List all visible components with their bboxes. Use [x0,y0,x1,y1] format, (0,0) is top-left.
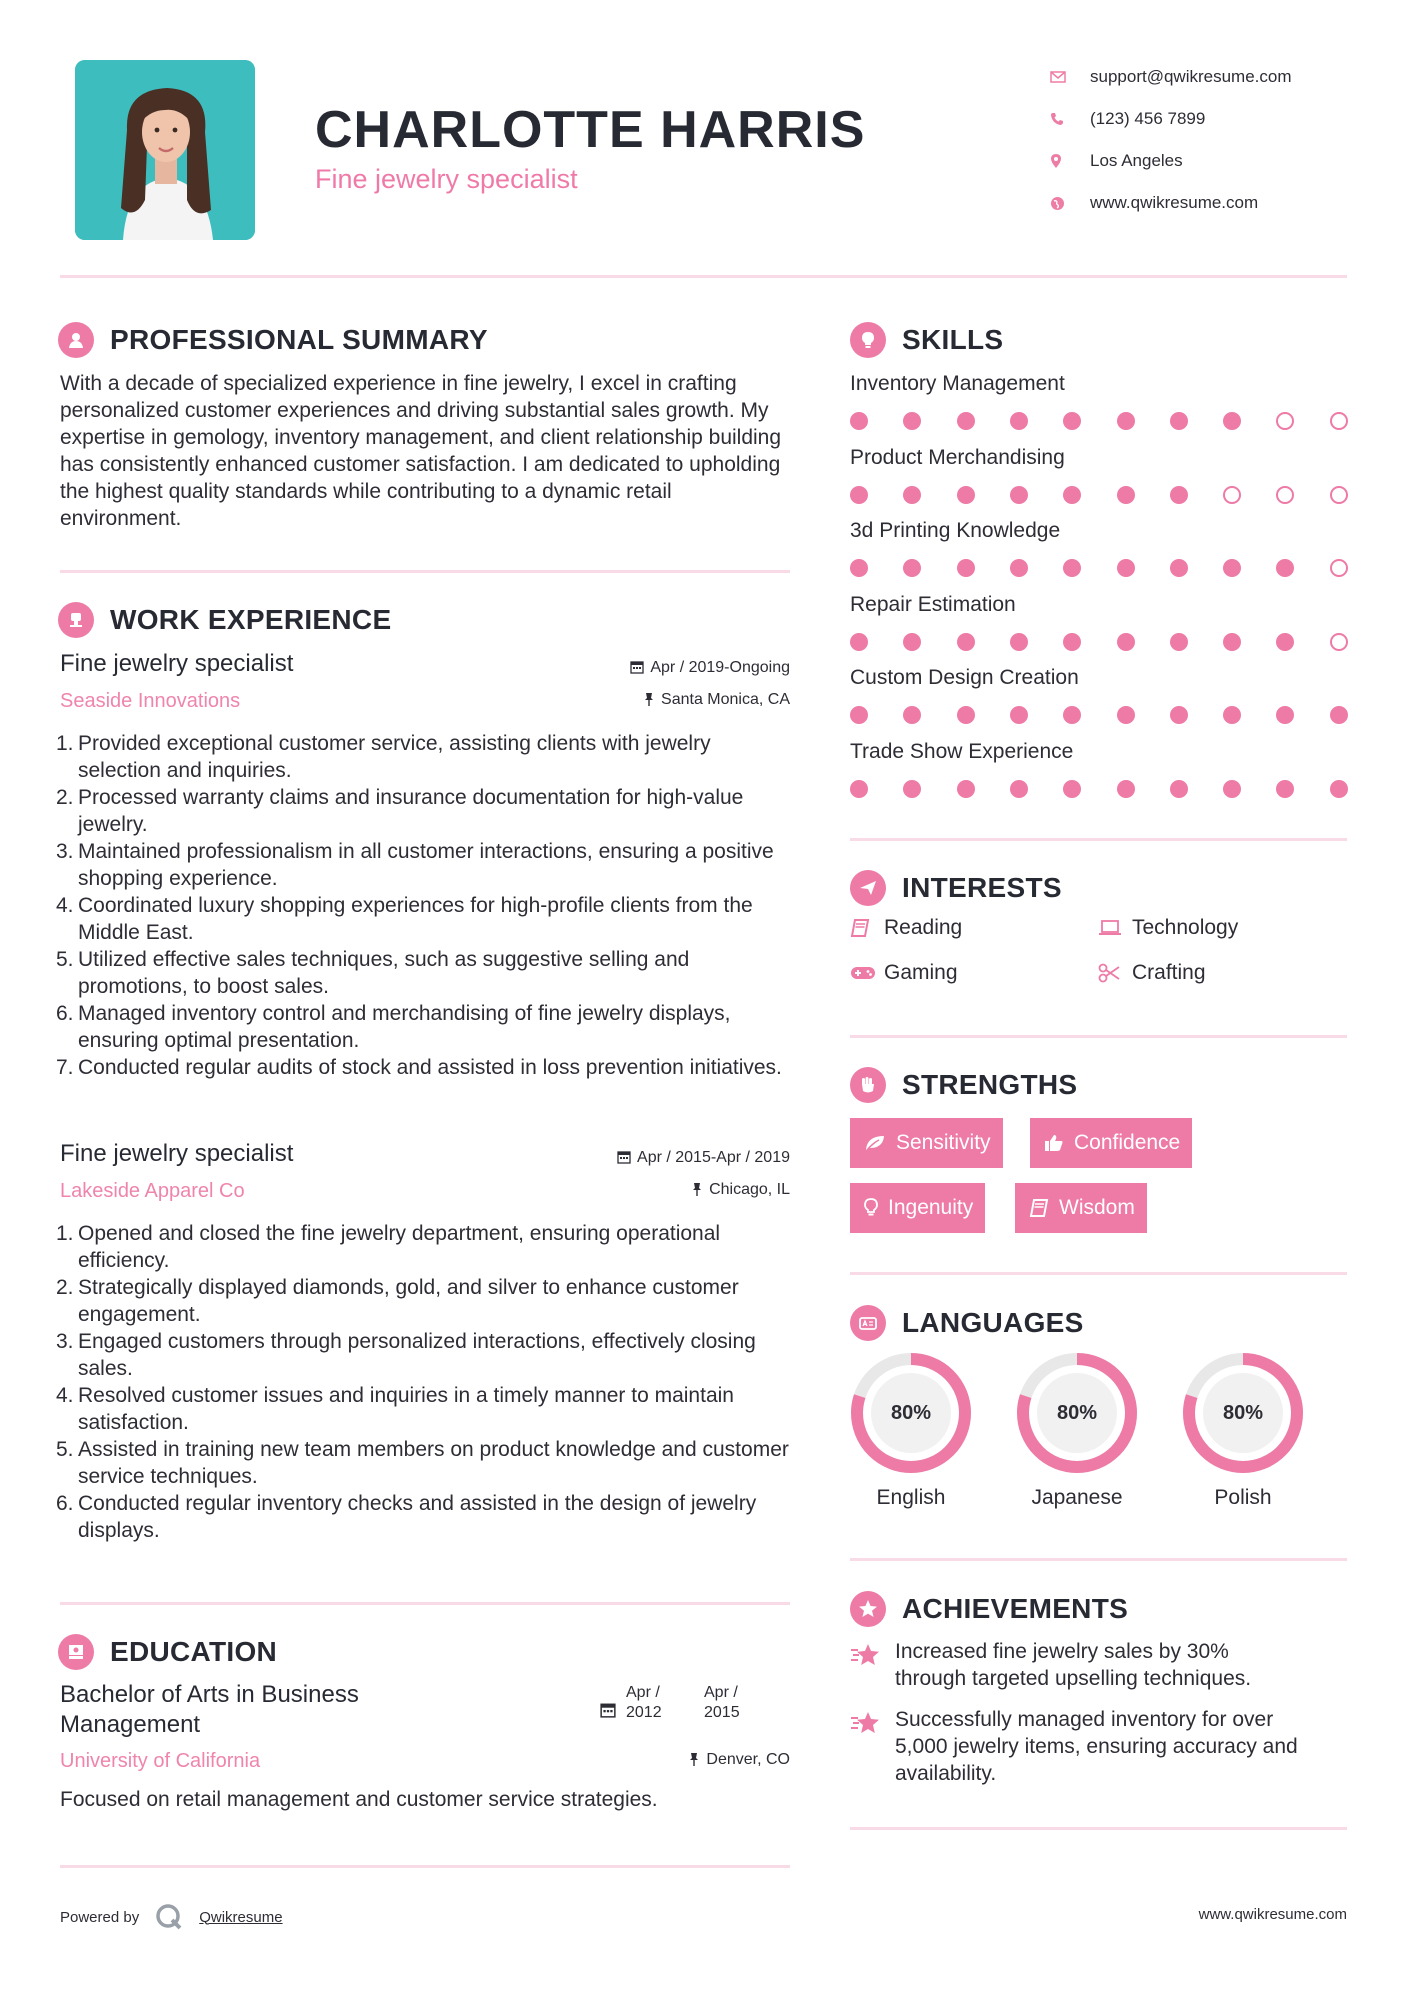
star-icon [850,1710,882,1743]
fist-icon [850,1067,886,1103]
language-name: Japanese [1031,1486,1123,1509]
rating-dot-filled [1010,780,1028,798]
skill-name: Custom Design Creation [850,666,1079,689]
contact-location [1050,140,1380,182]
rating-dot-filled [1010,633,1028,651]
languages-title: LANGUAGES [902,1307,1084,1338]
rating-dot-filled [1223,412,1241,430]
strength-tag: Wisdom [1015,1183,1147,1233]
rating-dot-filled [850,706,868,724]
school-name: University of California [60,1750,261,1772]
rating-dot-filled [1170,412,1188,430]
rating-dot-empty [1330,412,1348,430]
skill-rating [850,706,1343,726]
interests-heading [850,868,1062,908]
rating-dot-filled [850,633,868,651]
rating-dot-filled [1010,559,1028,577]
pushpin-icon [691,1182,703,1199]
rating-dot-filled [1117,633,1135,651]
rating-dot-filled [1117,780,1135,798]
list-item: 6. Managed inventory control and merchandising of fine jewelry displays, ensuring optimal presentation. [56,1002,731,1052]
degree-line: Bachelor of Arts in Business [60,1681,359,1708]
interests-divider [850,1035,1347,1038]
profile-photo [75,60,255,240]
rating-dot-filled [1330,706,1348,724]
user-icon [58,322,94,358]
star-badge-icon [850,1591,886,1627]
achievements-heading [850,1589,1128,1629]
rating-dot-filled [850,412,868,430]
candidate-name: CHARLOTTE HARRIS [315,101,866,159]
list-item: 3. Engaged customers through personalized interactions, effectively closing sales. [56,1330,756,1380]
contact-phone[interactable] [1050,98,1380,140]
achievements-divider [850,1827,1347,1830]
skill-rating [850,780,1343,800]
list-item: 5. Utilized effective sales techniques, such as suggestive selling and promotions, to boost sales. [56,948,690,998]
graduation-icon [58,1634,94,1670]
language-card-icon [850,1305,886,1341]
job-dates [560,659,790,677]
rating-dot-filled [1276,559,1294,577]
rating-dot-filled [957,780,975,798]
experience-title: WORK EXPERIENCE [110,604,392,635]
education-title: EDUCATION [110,1636,278,1667]
paper-plane-icon [850,870,886,906]
experience-divider [60,1602,790,1605]
briefcase-icon [58,602,94,638]
job-location [560,1181,790,1199]
skills-title: SKILLS [902,324,1004,355]
language-percent: 80% [1056,1401,1098,1424]
language-percent: 80% [1222,1401,1264,1424]
language-item [850,1352,972,1510]
rating-dot-filled [1063,486,1081,504]
job-duties [56,730,795,1081]
rating-dot-filled [903,486,921,504]
contact-website[interactable] [1050,182,1380,224]
rating-dot-filled [1223,780,1241,798]
map-pin-icon [1050,153,1090,169]
skills-divider [850,838,1347,841]
rating-dot-filled [1117,706,1135,724]
rating-dot-filled [957,633,975,651]
list-item: 1. Opened and closed the fine jewelry department, ensuring operational efficiency. [56,1222,721,1272]
list-item: 7. Conducted regular audits of stock and assisted in loss prevention initiatives. [56,1056,782,1079]
calendar-icon [617,1150,631,1167]
degree-name [60,1680,359,1740]
job-dates [540,1149,790,1167]
language-name: English [876,1486,946,1509]
education-location-text: Denver, CO [706,1751,790,1768]
list-item: 5. Assisted in training new team members on product knowledge and customer service techniques. [56,1438,789,1488]
achievements-title: ACHIEVEMENTS [902,1593,1129,1624]
job-title: Fine jewelry specialist [60,650,294,677]
rating-dot-filled [1063,633,1081,651]
rating-dot-filled [903,633,921,651]
phone-text: (123) 456 7899 [1090,109,1206,128]
job-location [560,691,790,709]
rating-dot-filled [957,486,975,504]
skill-rating [850,486,1343,506]
rating-dot-filled [1276,780,1294,798]
leaf-icon [864,1134,886,1152]
footer-website-link[interactable]: www.qwikresume.com [1198,1906,1347,1923]
company-name: Seaside Innovations [60,690,241,712]
rating-dot-empty [1276,412,1294,430]
strength-tag: Sensitivity [850,1118,1003,1168]
skill-rating [850,633,1343,653]
strengths-title: STRENGTHS [902,1069,1078,1100]
strength-tag: Ingenuity [850,1183,985,1233]
languages-heading [850,1303,1084,1343]
website-text: www.qwikresume.com [1090,193,1259,212]
education-location [560,1751,790,1769]
email-text: support@qwikresume.com [1090,67,1292,86]
summary-heading [58,320,488,360]
rating-dot-filled [1170,706,1188,724]
candidate-title: Fine jewelry specialist [315,164,578,194]
rating-dot-filled [1330,780,1348,798]
calendar-icon [600,1702,616,1723]
rating-dot-filled [1117,486,1135,504]
scissors-icon [1098,963,1132,983]
phone-icon [1050,112,1090,126]
rating-dot-filled [1063,412,1081,430]
interests-title: INTERESTS [902,872,1062,903]
qwikresume-logo-icon [155,1903,183,1931]
lightbulb-icon [850,322,886,358]
gamepad-icon [850,965,884,981]
skill-name: Trade Show Experience [850,739,1074,763]
rating-dot-filled [1010,412,1028,430]
skill-name: Repair Estimation [850,592,1016,616]
languages-divider [850,1558,1347,1561]
rating-dot-filled [1276,633,1294,651]
list-item: 2. Processed warranty claims and insurance documentation for high-value jewelry. [56,786,744,836]
language-item [1016,1352,1138,1510]
summary-title: PROFESSIONAL SUMMARY [110,324,488,355]
experience-heading [58,600,391,640]
rating-dot-filled [957,559,975,577]
rating-dot-filled [1117,559,1135,577]
education-divider [60,1865,790,1868]
rating-dot-filled [903,412,921,430]
skills-heading [850,320,1003,360]
strengths-divider [850,1272,1347,1275]
language-name: Polish [1214,1486,1272,1509]
job-duties [56,1220,795,1544]
globe-icon [1050,196,1090,211]
skill-rating [850,559,1343,579]
book-icon [1029,1199,1049,1217]
header-divider [60,275,1347,278]
location-text: Los Angeles [1090,151,1183,170]
avatar-illustration [75,60,255,240]
rating-dot-filled [1010,486,1028,504]
footer-branding [60,1903,283,1931]
rating-dot-filled [1170,559,1188,577]
rating-dot-filled [903,559,921,577]
thumbs-up-icon [1044,1134,1064,1152]
interest-item: Reading [850,916,962,940]
strengths-heading [850,1065,1077,1105]
list-item: 1. Provided exceptional customer service, assisting clients with jewelry selection and inquiries. [56,732,711,782]
skill-name: Product Merchandising [850,445,1065,469]
rating-dot-filled [957,412,975,430]
rating-dot-empty [1223,486,1241,504]
job-location-text: Santa Monica, CA [661,691,790,708]
rating-dot-filled [1170,633,1188,651]
lightbulb-icon [864,1198,878,1218]
company-name: Lakeside Apparel Co [60,1180,245,1202]
rating-dot-filled [1223,706,1241,724]
education-heading [58,1632,277,1672]
rating-dot-empty [1276,486,1294,504]
summary-text: With a decade of specialized experience in fine jewelry, I excel in crafting personalized customer experiences and driving substantial sales growth. My expertise in gemology, inventory management, and client relationship building has consistently enhanced customer satisfaction. I am dedicated to upholding the highest quality standards while contributing to a dynamic retail environment. [60,372,782,530]
list-item: 3. Maintained professionalism in all customer interactions, ensuring a positive shopping experience. [56,840,774,890]
pushpin-icon [643,692,655,709]
interest-item: Technology [1098,916,1238,940]
envelope-icon [1050,71,1090,83]
list-item: 4. Coordinated luxury shopping experiences for high-profile clients from the Middle East. [56,894,753,944]
rating-dot-filled [1117,412,1135,430]
job-dates-text: Apr / 2019-Ongoing [650,659,790,676]
list-item: 2. Strategically displayed diamonds, gold, and silver to enhance customer engagement. [56,1276,739,1326]
calendar-icon [630,660,644,677]
education-start-date: Apr / 2012 [626,1684,662,1721]
interest-item: Gaming [850,961,958,985]
pushpin-icon [688,1752,700,1769]
rating-dot-filled [1063,559,1081,577]
rating-dot-empty [1330,486,1348,504]
laptop-icon [1098,920,1132,936]
rating-dot-empty [1330,633,1348,651]
skill-name: 3d Printing Knowledge [850,519,1061,542]
achievement-item: Successfully managed inventory for over 5,000 jewelry items, ensuring accuracy and availability. [850,1706,1350,1787]
skill-name: Inventory Management [850,372,1065,395]
powered-by-text: Powered by [60,1908,140,1926]
rating-dot-filled [850,559,868,577]
rating-dot-filled [903,780,921,798]
rating-dot-filled [1170,780,1188,798]
rating-dot-filled [903,706,921,724]
list-item: 4. Resolved customer issues and inquiries in a timely manner to maintain satisfaction. [56,1384,734,1434]
rating-dot-empty [1330,559,1348,577]
education-description: Focused on retail management and customer service strategies. [60,1788,658,1811]
rating-dot-filled [850,780,868,798]
rating-dot-filled [1063,780,1081,798]
rating-dot-filled [1223,559,1241,577]
interest-item: Crafting [1098,961,1206,985]
rating-dot-filled [1170,486,1188,504]
contact-list [1050,56,1380,224]
job-location-text: Chicago, IL [709,1181,790,1198]
book-icon [850,919,884,937]
job-dates-text: Apr / 2015-Apr / 2019 [637,1149,790,1166]
rating-dot-filled [957,706,975,724]
rating-dot-filled [1010,706,1028,724]
skill-rating [850,412,1343,432]
strength-tag: Confidence [1030,1118,1192,1168]
list-item: 6. Conducted regular inventory checks and assisted in the design of jewelry displays. [56,1492,757,1542]
rating-dot-filled [850,486,868,504]
education-end-date: Apr / 2015 [704,1684,740,1721]
degree-line: Management [60,1711,201,1738]
brand-link[interactable]: Qwikresume [199,1908,283,1926]
summary-divider [60,570,790,573]
rating-dot-filled [1063,706,1081,724]
contact-email[interactable] [1050,56,1380,98]
achievement-item: Increased fine jewelry sales by 30% through targeted upselling techniques. [850,1638,1350,1692]
language-percent: 80% [890,1401,932,1424]
language-item [1182,1352,1304,1510]
star-icon [850,1642,882,1675]
job-title: Fine jewelry specialist [60,1140,294,1167]
rating-dot-filled [1223,633,1241,651]
rating-dot-filled [1276,706,1294,724]
